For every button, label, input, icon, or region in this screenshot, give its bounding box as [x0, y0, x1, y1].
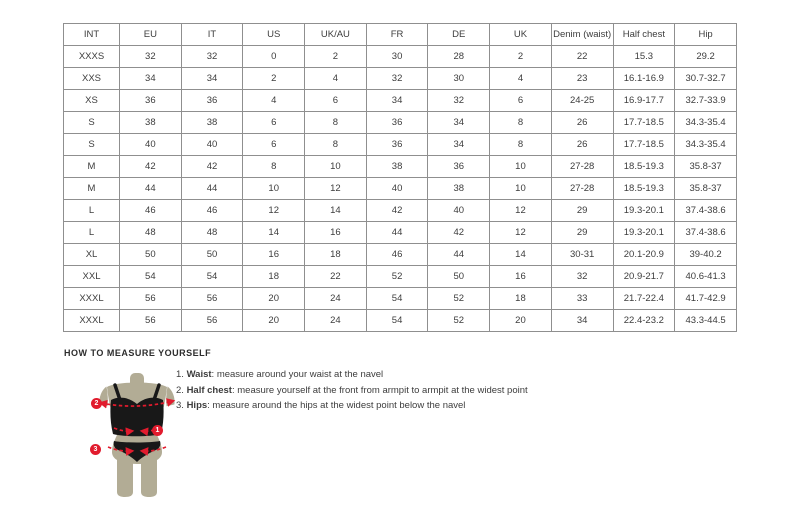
instruction-number: 3. — [176, 400, 187, 411]
column-header: UK/AU — [305, 24, 367, 46]
table-cell: 38 — [181, 112, 243, 134]
table-row — [64, 90, 737, 112]
table-cell: 18.5-19.3 — [613, 156, 675, 178]
table-cell: 46 — [181, 200, 243, 222]
instruction-number: 2. — [176, 384, 187, 396]
size-table-head-row — [64, 24, 737, 46]
table-cell: 42 — [120, 156, 182, 178]
table-cell: 14 — [243, 222, 305, 244]
table-row — [64, 112, 737, 134]
table-cell: 54 — [120, 266, 182, 288]
table-cell: 36 — [366, 112, 428, 134]
size-table-body — [64, 46, 737, 332]
mannequin-left-leg — [117, 456, 133, 497]
table-cell: 39-40.2 — [675, 244, 737, 266]
table-cell: 56 — [181, 288, 243, 310]
table-cell: 20 — [243, 310, 305, 332]
table-cell: 44 — [428, 244, 490, 266]
column-header: INT — [64, 24, 120, 46]
table-row — [64, 310, 737, 332]
table-cell: 21.7-22.4 — [613, 288, 675, 310]
table-cell: 8 — [490, 112, 552, 134]
table-cell: 56 — [120, 310, 182, 332]
table-cell: 48 — [181, 222, 243, 244]
table-cell: 19.3-20.1 — [613, 222, 675, 244]
table-cell: 29.2 — [675, 46, 737, 68]
table-cell: 32 — [366, 68, 428, 90]
table-cell: 34 — [551, 310, 613, 332]
waist-marker-badge: 1 — [152, 425, 163, 436]
table-cell: 20.9-21.7 — [613, 266, 675, 288]
table-cell: 36 — [366, 134, 428, 156]
table-cell: 14 — [490, 244, 552, 266]
table-cell: 44 — [366, 222, 428, 244]
instruction-text: : measure yourself at the front from armpit to armpit at the widest point — [231, 384, 528, 396]
column-header: UK — [490, 24, 552, 46]
table-cell: 46 — [120, 200, 182, 222]
table-cell: 22.4-23.2 — [613, 310, 675, 332]
table-cell: 30-31 — [551, 244, 613, 266]
table-row — [64, 68, 737, 90]
table-cell: 2 — [243, 68, 305, 90]
table-cell: 8 — [305, 112, 367, 134]
table-cell: 41.7-42.9 — [675, 288, 737, 310]
table-cell: 18 — [243, 266, 305, 288]
table-cell: 38 — [428, 178, 490, 200]
table-cell: 35.8-37 — [675, 178, 737, 200]
table-cell: 24 — [305, 310, 367, 332]
table-row — [64, 46, 737, 68]
table-cell: 2 — [305, 46, 367, 68]
table-cell: 32 — [120, 46, 182, 68]
table-row — [64, 244, 737, 266]
table-cell: 50 — [120, 244, 182, 266]
table-cell: 54 — [366, 310, 428, 332]
column-header: DE — [428, 24, 490, 46]
table-cell: 40.6-41.3 — [675, 266, 737, 288]
size-chart — [63, 23, 737, 332]
table-cell: XXXL — [64, 288, 120, 310]
table-cell: 42 — [366, 200, 428, 222]
table-cell: 12 — [305, 178, 367, 200]
table-cell: 26 — [551, 134, 613, 156]
table-cell: 50 — [181, 244, 243, 266]
table-cell: 19.3-20.1 — [613, 200, 675, 222]
table-cell: 4 — [305, 68, 367, 90]
table-cell: S — [64, 112, 120, 134]
table-cell: 0 — [243, 46, 305, 68]
table-cell: M — [64, 178, 120, 200]
table-cell: XXXS — [64, 46, 120, 68]
table-cell: 42 — [428, 222, 490, 244]
measure-instructions — [176, 367, 528, 414]
table-cell: 27-28 — [551, 156, 613, 178]
table-cell: 33 — [551, 288, 613, 310]
instruction-item — [176, 398, 528, 414]
table-cell: 34.3-35.4 — [675, 112, 737, 134]
table-cell: 16 — [243, 244, 305, 266]
table-cell: 20.1-20.9 — [613, 244, 675, 266]
table-cell: 48 — [120, 222, 182, 244]
table-cell: 34 — [428, 112, 490, 134]
instruction-term: Waist — [186, 369, 212, 380]
table-cell: 54 — [181, 266, 243, 288]
hips-marker-badge: 3 — [90, 444, 101, 455]
table-cell: 8 — [490, 134, 552, 156]
chest-marker-badge: 2 — [91, 398, 102, 409]
table-cell: 44 — [181, 178, 243, 200]
table-cell: 16 — [305, 222, 367, 244]
column-header: US — [243, 24, 305, 46]
table-cell: 15.3 — [613, 46, 675, 68]
table-cell: 22 — [305, 266, 367, 288]
table-cell: 6 — [243, 134, 305, 156]
table-row — [64, 134, 737, 156]
table-cell: 12 — [243, 200, 305, 222]
table-cell: 4 — [243, 90, 305, 112]
table-cell: 32 — [181, 46, 243, 68]
table-cell: 36 — [181, 90, 243, 112]
table-cell: 26 — [551, 112, 613, 134]
table-cell: XXXL — [64, 310, 120, 332]
table-cell: XXL — [64, 266, 120, 288]
table-cell: 37.4-38.6 — [675, 222, 737, 244]
column-header: Hip — [675, 24, 737, 46]
table-cell: 20 — [243, 288, 305, 310]
table-cell: S — [64, 134, 120, 156]
instruction-text: : measure around the hips at the widest point below the navel — [207, 400, 466, 411]
table-cell: 10 — [490, 178, 552, 200]
table-cell: 43.3-44.5 — [675, 310, 737, 332]
table-cell: 16.1-16.9 — [613, 68, 675, 90]
table-cell: 32.7-33.9 — [675, 90, 737, 112]
instruction-text: : measure around your waist at the navel — [211, 369, 384, 380]
table-cell: 35.8-37 — [675, 156, 737, 178]
table-cell: 52 — [366, 266, 428, 288]
table-cell: 52 — [428, 310, 490, 332]
size-chart-table — [63, 23, 737, 332]
table-cell: 32 — [428, 90, 490, 112]
table-cell: 10 — [490, 156, 552, 178]
table-cell: 10 — [305, 156, 367, 178]
table-row — [64, 178, 737, 200]
instruction-term: Hips — [186, 400, 208, 411]
table-cell: 12 — [490, 222, 552, 244]
table-cell: 2 — [490, 46, 552, 68]
table-cell: 23 — [551, 68, 613, 90]
table-cell: 42 — [181, 156, 243, 178]
table-row — [64, 156, 737, 178]
table-cell: 20 — [490, 310, 552, 332]
table-cell: 56 — [120, 288, 182, 310]
table-cell: 36 — [120, 90, 182, 112]
table-cell: 29 — [551, 200, 613, 222]
table-cell: 16.9-17.7 — [613, 90, 675, 112]
instruction-number: 1. — [176, 369, 187, 380]
mannequin-right-arm — [166, 386, 176, 407]
column-header: EU — [120, 24, 182, 46]
table-cell: M — [64, 156, 120, 178]
table-cell: 17.7-18.5 — [613, 112, 675, 134]
table-cell: XL — [64, 244, 120, 266]
table-cell: 17.7-18.5 — [613, 134, 675, 156]
table-cell: 40 — [181, 134, 243, 156]
column-header: FR — [366, 24, 428, 46]
table-cell: 28 — [428, 46, 490, 68]
table-cell: 30.7-32.7 — [675, 68, 737, 90]
table-cell: 37.4-38.6 — [675, 200, 737, 222]
measure-section-heading: HOW TO MEASURE YOURSELF — [64, 348, 212, 358]
table-cell: 18 — [490, 288, 552, 310]
table-cell: 38 — [120, 112, 182, 134]
column-header: IT — [181, 24, 243, 46]
table-cell: 56 — [181, 310, 243, 332]
table-cell: 38 — [366, 156, 428, 178]
table-cell: L — [64, 222, 120, 244]
table-cell: 6 — [243, 112, 305, 134]
column-header: Denim (waist) — [551, 24, 613, 46]
table-cell: XXS — [64, 68, 120, 90]
table-row — [64, 266, 737, 288]
table-cell: 18.5-19.3 — [613, 178, 675, 200]
table-row — [64, 200, 737, 222]
table-cell: L — [64, 200, 120, 222]
table-cell: 30 — [428, 68, 490, 90]
table-cell: 6 — [490, 90, 552, 112]
table-cell: 30 — [366, 46, 428, 68]
table-cell: 22 — [551, 46, 613, 68]
table-cell: 29 — [551, 222, 613, 244]
table-cell: 52 — [428, 288, 490, 310]
table-cell: 34 — [428, 134, 490, 156]
table-cell: 44 — [120, 178, 182, 200]
table-cell: 34 — [181, 68, 243, 90]
table-cell: 32 — [551, 266, 613, 288]
table-cell: 34 — [120, 68, 182, 90]
table-cell: 34.3-35.4 — [675, 134, 737, 156]
column-header: Half chest — [613, 24, 675, 46]
table-cell: 4 — [490, 68, 552, 90]
table-cell: 8 — [305, 134, 367, 156]
table-cell: 36 — [428, 156, 490, 178]
table-cell: 24-25 — [551, 90, 613, 112]
table-cell: 40 — [366, 178, 428, 200]
table-cell: 34 — [366, 90, 428, 112]
instruction-item — [176, 367, 528, 383]
table-row — [64, 222, 737, 244]
table-cell: 27-28 — [551, 178, 613, 200]
table-cell: 40 — [428, 200, 490, 222]
table-cell: 6 — [305, 90, 367, 112]
table-cell: 24 — [305, 288, 367, 310]
table-row — [64, 288, 737, 310]
table-cell: 46 — [366, 244, 428, 266]
mannequin-right-leg — [141, 456, 157, 497]
table-cell: 50 — [428, 266, 490, 288]
table-cell: XS — [64, 90, 120, 112]
table-cell: 10 — [243, 178, 305, 200]
table-cell: 54 — [366, 288, 428, 310]
table-cell: 14 — [305, 200, 367, 222]
table-cell: 8 — [243, 156, 305, 178]
table-cell: 16 — [490, 266, 552, 288]
instruction-term: Half chest — [186, 384, 232, 396]
table-cell: 12 — [490, 200, 552, 222]
table-cell: 18 — [305, 244, 367, 266]
instruction-item — [176, 383, 528, 399]
table-cell: 40 — [120, 134, 182, 156]
